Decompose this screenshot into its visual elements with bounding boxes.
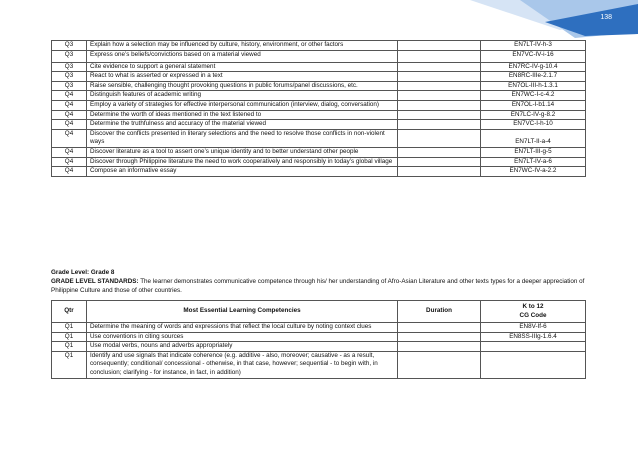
duration-cell [398,351,481,378]
header-cg-code-line1: K to 12 [522,302,544,310]
table-row [52,91,586,101]
duration-cell [398,167,481,177]
duration-cell [398,129,481,147]
page-number: 138 [600,14,612,21]
qtr-cell: Q4 [52,147,87,157]
cg-code-cell: EN7VC-IV-i-16 [481,50,586,62]
header-competencies: Most Essential Learning Competencies [87,301,398,323]
header-cg-code [481,301,586,323]
competency-cell: Employ a variety of strategies for effective interpersonal communication (interview, dialog, conversation) [87,100,398,110]
cg-code-cell [481,351,586,378]
competency-cell: Use conventions in citing sources [87,332,398,342]
competency-cell: Use modal verbs, nouns and adverbs appropriately [87,342,398,352]
competency-cell: Determine the truthfulness and accuracy of the material viewed [87,120,398,130]
standards-text: The learner demonstrates communicative competence through his/ her understanding of Afro-Asian Literature and other texts types for a deeper appreciation of Philippine Culture and those of other countries. [51,277,585,294]
table-row [52,351,586,378]
grade-level-standards [51,278,591,296]
cg-code-cell: EN7WC-I-c-4.2 [481,91,586,101]
competency-cell: Distinguish features of academic writing [87,91,398,101]
competency-cell: Determine the worth of ideas mentioned in the text listened to [87,110,398,120]
table-row [52,62,586,72]
table-row [52,157,586,167]
duration-cell [398,81,481,91]
cg-code-cell: EN8V-If-6 [481,323,586,333]
qtr-cell: Q3 [52,72,87,82]
qtr-cell: Q1 [52,342,87,352]
competency-cell: Cite evidence to support a general statement [87,62,398,72]
qtr-cell: Q4 [52,110,87,120]
header-cg-code-line2: CG Code [519,311,547,319]
table-row [52,100,586,110]
table-row [52,167,586,177]
cg-code-cell: EN7LT-IV-h-3 [481,41,586,51]
cg-code-cell: EN7LT-IV-a-6 [481,157,586,167]
table-row [52,41,586,51]
page-corner-banner [0,0,638,40]
cg-code-cell: EN7RC-IV-g-10.4 [481,62,586,72]
qtr-cell: Q3 [52,41,87,51]
qtr-cell: Q3 [52,50,87,62]
competency-table-continued [51,40,586,177]
grade-level-section [51,269,591,295]
qtr-cell: Q4 [52,100,87,110]
cg-code-cell: EN7WC-IV-a-2.2 [481,167,586,177]
duration-cell [398,323,481,333]
duration-cell [398,157,481,167]
cg-code-cell: EN7LT-III-g-5 [481,147,586,157]
table-row [52,120,586,130]
table-row [52,129,586,147]
qtr-cell: Q4 [52,157,87,167]
duration-cell [398,147,481,157]
table-row [52,323,586,333]
table-row [52,72,586,82]
cg-code-cell: EN7LC-IV-g-8.2 [481,110,586,120]
table-row [52,332,586,342]
competency-cell: Discover through Philippine literature the need to work cooperatively and responsibly in today’s global village [87,157,398,167]
cg-code-cell: EN7OL-III-h-1.3.1 [481,81,586,91]
cg-code-cell: EN8RC-IIIe-2.1.7 [481,72,586,82]
cg-code-cell [481,342,586,352]
competency-cell: Discover the conflicts presented in literary selections and the need to resolve those conflicts in non-violent ways [87,129,398,147]
competency-cell: Express one’s beliefs/convictions based on a material viewed [87,50,398,62]
duration-cell [398,91,481,101]
cg-code-cell: EN8SS-IIIg-1.6.4 [481,332,586,342]
table-header-row [52,301,586,323]
table-row [52,147,586,157]
competency-cell: Explain how a selection may be influenced by culture, history, environment, or other factors [87,41,398,51]
cg-code-cell: EN7LT-II-a-4 [481,129,586,147]
competency-cell: Discover literature as a tool to assert one’s unique identity and to better understand other people [87,147,398,157]
duration-cell [398,100,481,110]
table-row [52,342,586,352]
table-row [52,81,586,91]
header-qtr: Qtr [52,301,87,323]
competency-cell: React to what is asserted or expressed in a text [87,72,398,82]
duration-cell [398,110,481,120]
table-row [52,110,586,120]
grade8-competency-table [51,300,586,379]
qtr-cell: Q3 [52,62,87,72]
duration-cell [398,62,481,72]
cg-code-cell: EN7VC-I-h-10 [481,120,586,130]
duration-cell [398,41,481,51]
qtr-cell: Q1 [52,332,87,342]
competency-cell: Raise sensible, challenging thought provoking questions in public forums/panel discussions, etc. [87,81,398,91]
table-row [52,50,586,62]
competency-cell: Compose an informative essay [87,167,398,177]
standards-label: GRADE LEVEL STANDARDS: [51,277,139,285]
qtr-cell: Q4 [52,120,87,130]
qtr-cell: Q1 [52,351,87,378]
duration-cell [398,342,481,352]
grade-level-heading: Grade Level: Grade 8 [51,269,115,276]
duration-cell [398,50,481,62]
competency-cell: Determine the meaning of words and expressions that reflect the local culture by noting context clues [87,323,398,333]
qtr-cell: Q3 [52,81,87,91]
cg-code-cell: EN7OL-I-b1.14 [481,100,586,110]
qtr-cell: Q4 [52,129,87,147]
header-duration: Duration [398,301,481,323]
duration-cell [398,120,481,130]
competency-cell: Identify and use signals that indicate coherence (e.g. additive - also, moreover; causative - as a result, consequently; conditional/ concessional - otherwise, in that case, however; sequential - to begin with, in conclusion; clarifying - for instance, in fact, in addition) [87,351,398,378]
duration-cell [398,332,481,342]
duration-cell [398,72,481,82]
qtr-cell: Q4 [52,167,87,177]
qtr-cell: Q1 [52,323,87,333]
qtr-cell: Q4 [52,91,87,101]
